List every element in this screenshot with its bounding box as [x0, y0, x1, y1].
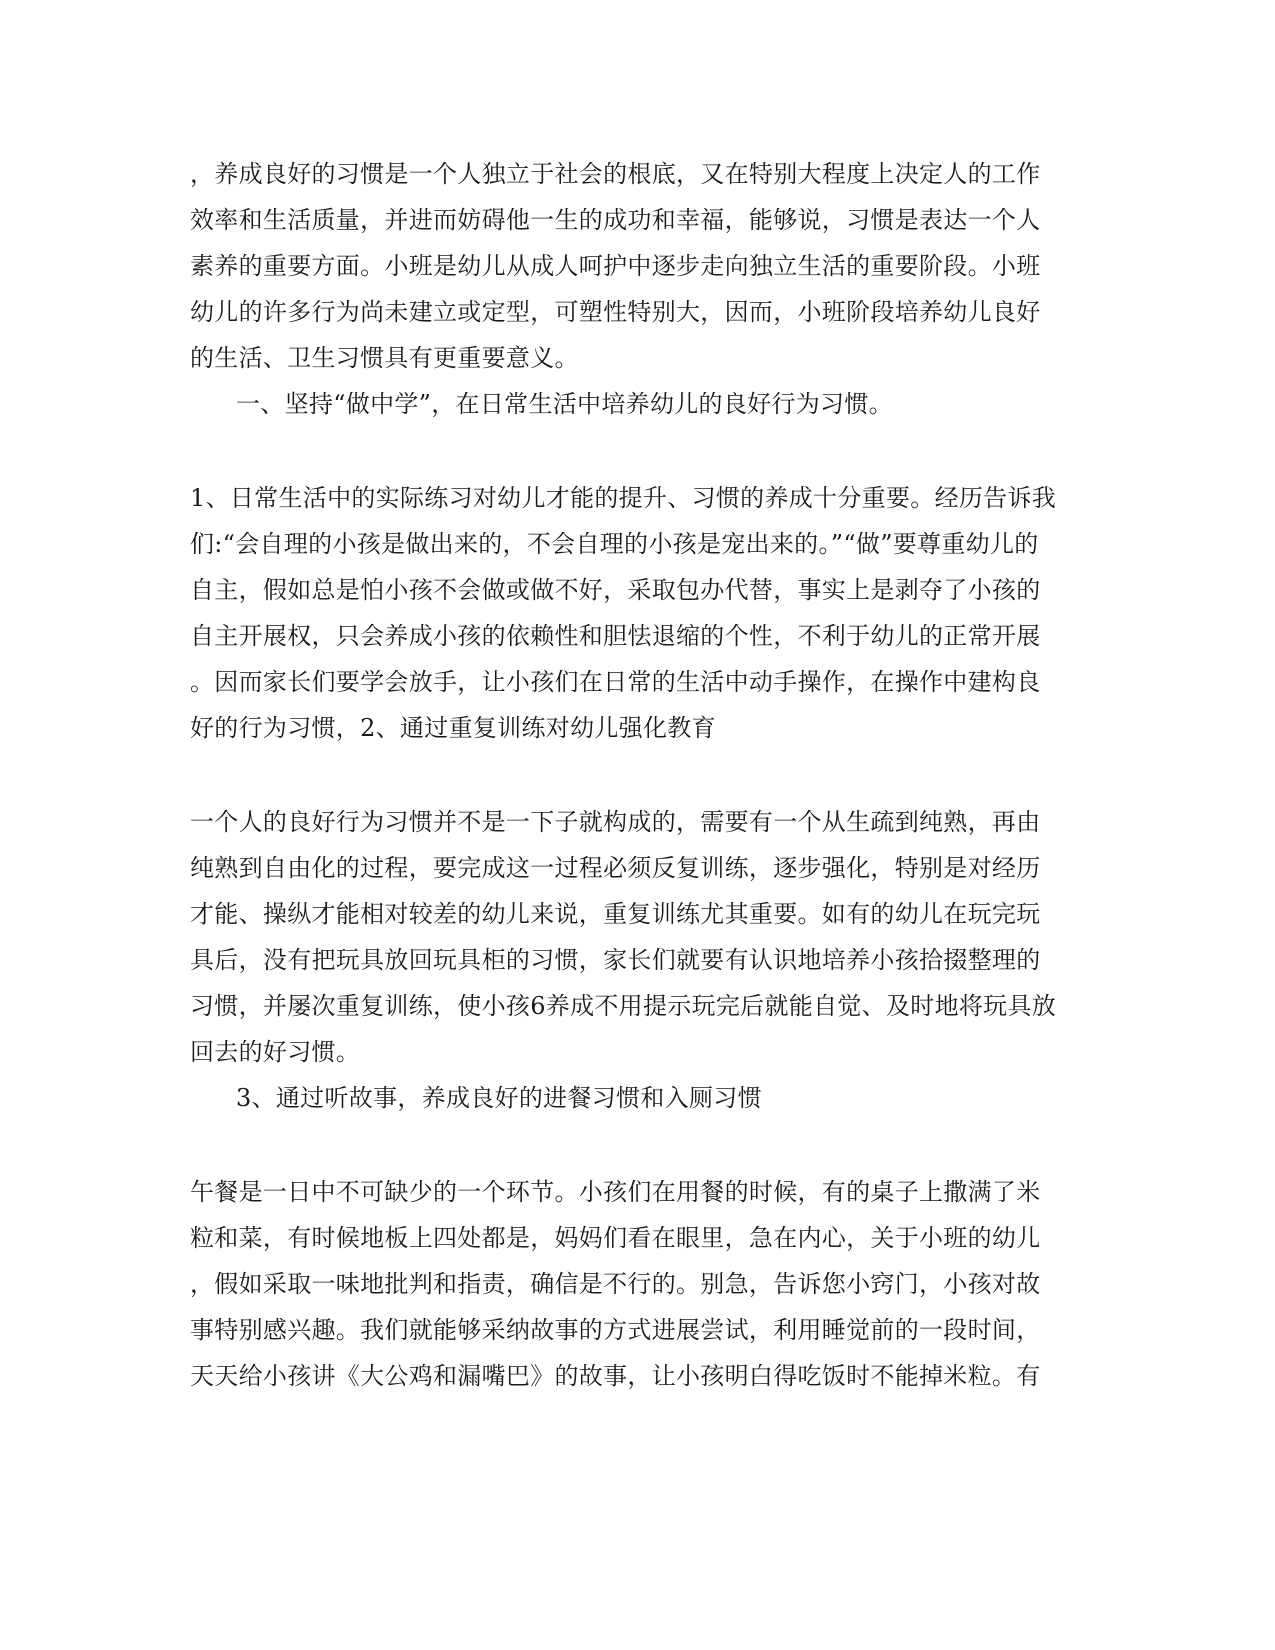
paragraph-line: 回去的好习惯。 [190, 1038, 361, 1066]
paragraph-line: 粒和菜，有时候地板上四处都是，妈妈们看在眼里，急在内心，关于小班的幼儿 [190, 1224, 1041, 1252]
paragraph-line: 1、日常生活中的实际练习对幼儿才能的提升、习惯的养成十分重要。经历告诉我 [190, 484, 1057, 512]
section-heading: 一、坚持“做中学”，在日常生活中培养幼儿的良好行为习惯。 [236, 390, 893, 418]
paragraph-line: 们:“会自理的小孩是做出来的，不会自理的小孩是宠出来的。”“做”要尊重幼儿的 [190, 530, 1039, 558]
paragraph-line: ，养成良好的习惯是一个人独立于社会的根底，又在特别大程度上决定人的工作 [190, 160, 1041, 188]
paragraph-line: 自主开展权，只会养成小孩的依赖性和胆怯退缩的个性，不利于幼儿的正常开展 [190, 622, 1041, 650]
paragraph-line: 。因而家长们要学会放手，让小孩们在日常的生活中动手操作，在操作中建构良 [190, 668, 1041, 696]
paragraph-line: ，假如采取一味地批判和指责，确信是不行的。别急，告诉您小窍门，小孩对故 [190, 1270, 1041, 1298]
paragraph-line: 效率和生活质量，并进而妨碍他一生的成功和幸福，能够说，习惯是表达一个人 [190, 206, 1041, 234]
paragraph-line: 素养的重要方面。小班是幼儿从成人呵护中逐步走向独立生活的重要阶段。小班 [190, 252, 1041, 280]
paragraph-line: 自主，假如总是怕小孩不会做或做不好，采取包办代替，事实上是剥夺了小孩的 [190, 576, 1041, 604]
paragraph-line: 具后，没有把玩具放回玩具柜的习惯，家长们就要有认识地培养小孩拾掇整理的 [190, 946, 1041, 974]
paragraph-line: 幼儿的许多行为尚未建立或定型，可塑性特别大，因而，小班阶段培养幼儿良好 [190, 298, 1041, 326]
paragraph-line: 的生活、卫生习惯具有更重要意义。 [190, 344, 579, 372]
paragraph-line: 一个人的良好行为习惯并不是一下子就构成的，需要有一个从生疏到纯熟，再由 [190, 808, 1041, 836]
paragraph-line: 天天给小孩讲《大公鸡和漏嘴巴》的故事，让小孩明白得吃饭时不能掉米粒。有 [190, 1362, 1041, 1390]
paragraph-line: 午餐是一日中不可缺少的一个环节。小孩们在用餐的时候，有的桌子上撒满了米 [190, 1178, 1041, 1206]
section-heading: 3、通过听故事，养成良好的进餐习惯和入厕习惯 [236, 1084, 762, 1112]
paragraph-line: 习惯，并屡次重复训练，使小孩6养成不用提示玩完后就能自觉、及时地将玩具放 [190, 992, 1057, 1020]
paragraph-line: 事特别感兴趣。我们就能够采纳故事的方式进展尝试，利用睡觉前的一段时间， [190, 1316, 1041, 1344]
paragraph-line: 才能、操纵才能相对较差的幼儿来说，重复训练尤其重要。如有的幼儿在玩完玩 [190, 900, 1041, 928]
paragraph-line: 纯熟到自由化的过程，要完成这一过程必须反复训练，逐步强化，特别是对经历 [190, 854, 1041, 882]
paragraph-line: 好的行为习惯，2、通过重复训练对幼儿强化教育 [190, 714, 716, 742]
